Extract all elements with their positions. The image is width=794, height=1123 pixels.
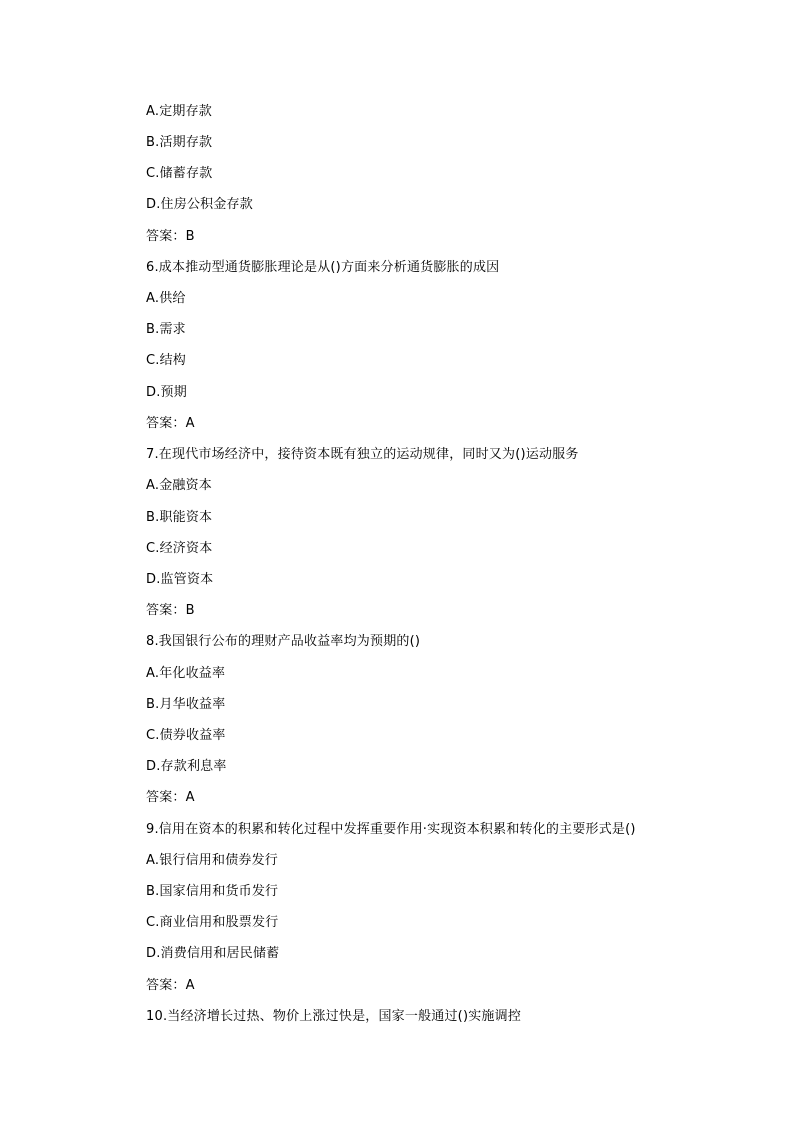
option-c-text: C.商业信用和股票发行 [146, 915, 279, 930]
answer-text: 答案：A [146, 790, 195, 805]
option-c-text: C.储蓄存款 [146, 166, 213, 181]
option-d-text: D.监管资本 [146, 572, 214, 587]
question-10-text: 10.当经济增长过热、物价上涨过快是，国家一般通过()实施调控 [146, 1009, 522, 1024]
question-8-text: 8.我国银行公布的理财产品收益率均为预期的() [146, 634, 421, 649]
option-a-text: A.银行信用和债券发行 [146, 853, 278, 868]
answer-text: 答案：B [146, 229, 195, 244]
option-a-text: A.金融资本 [146, 478, 212, 493]
answer-text: 答案：A [146, 978, 195, 993]
question-9-text: 9.信用在资本的积累和转化过程中发挥重要作用·实现资本积累和转化的主要形式是() [146, 822, 636, 837]
option-b-text: B.活期存款 [146, 135, 213, 150]
option-d-text: D.存款利息率 [146, 759, 227, 774]
option-c-text: C.经济资本 [146, 541, 213, 556]
option-d-text: D.住房公积金存款 [146, 197, 253, 212]
option-a-text: A.年化收益率 [146, 666, 226, 681]
option-b-text: B.需求 [146, 322, 186, 337]
question-7-text: 7.在现代市场经济中，接待资本既有独立的运动规律，同时又为()运动服务 [146, 447, 579, 462]
answer-text: 答案：A [146, 416, 195, 431]
option-a-text: A.定期存款 [146, 104, 212, 119]
option-b-text: B.国家信用和货币发行 [146, 884, 279, 899]
option-b-text: B.月华收益率 [146, 697, 226, 712]
question-6-text: 6.成本推动型通货膨胀理论是从()方面来分析通货膨胀的成因 [146, 260, 500, 275]
option-d-text: D.消费信用和居民储蓄 [146, 946, 280, 961]
option-a-text: A.供给 [146, 291, 186, 306]
option-b-text: B.职能资本 [146, 510, 213, 525]
answer-text: 答案：B [146, 603, 195, 618]
option-d-text: D.预期 [146, 385, 187, 400]
option-c-text: C.债券收益率 [146, 728, 226, 743]
option-c-text: C.结构 [146, 353, 187, 368]
